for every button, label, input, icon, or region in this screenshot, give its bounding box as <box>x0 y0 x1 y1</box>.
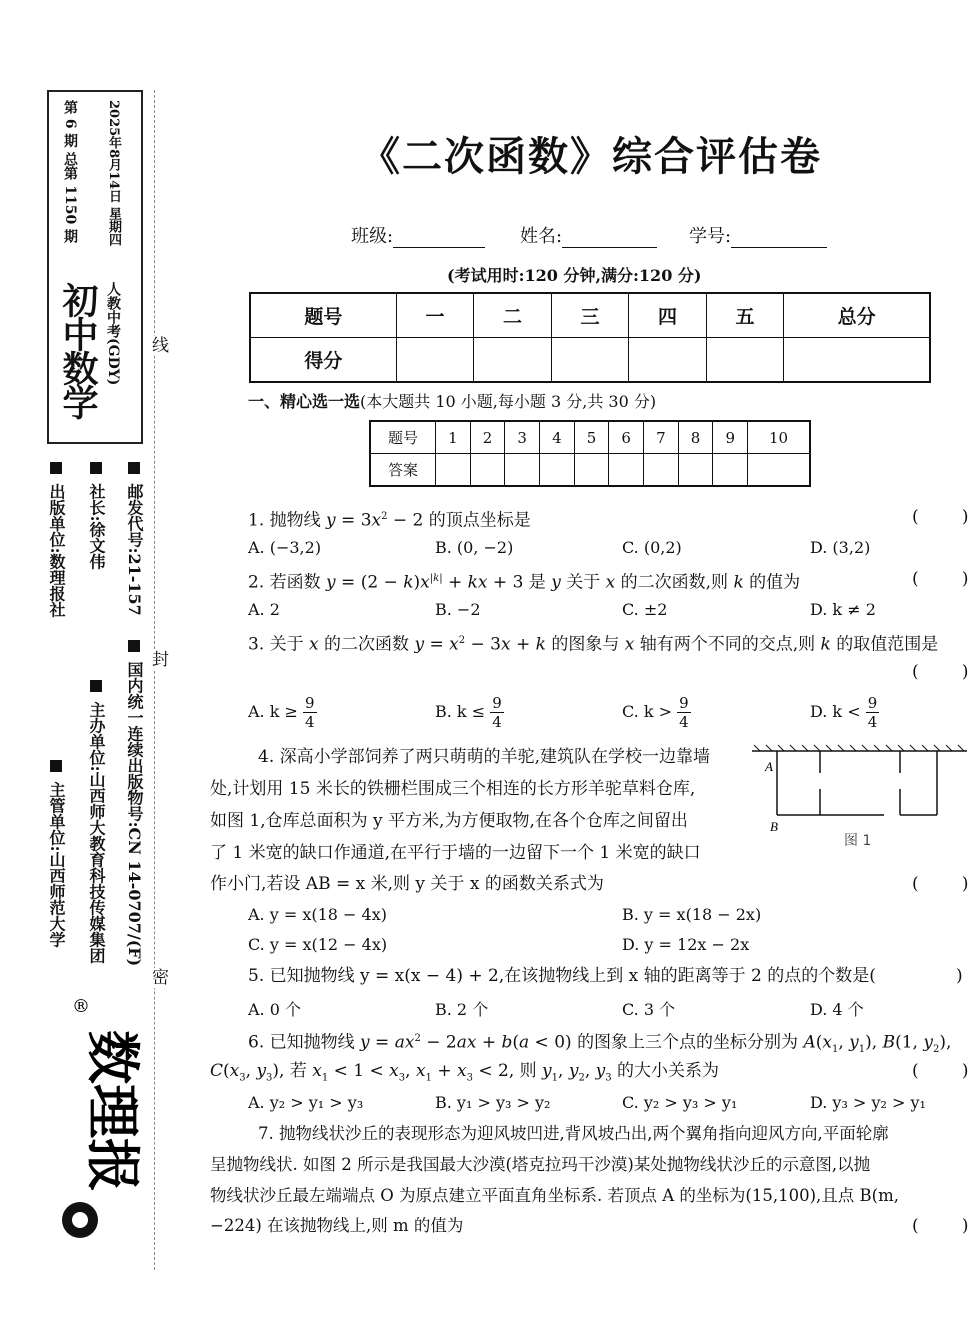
q6-option-c: C. y₂ > y₃ > y₁ <box>622 1093 738 1112</box>
president-line: 社长:徐文伟 <box>86 462 106 569</box>
name-field[interactable] <box>520 222 657 248</box>
score-header-row <box>250 293 930 338</box>
q3-option-a: A. k ≥ $\frac{9}{4}$ <box>248 694 315 731</box>
answer-cell[interactable] <box>436 454 471 487</box>
score-header-cell: 二 <box>474 293 552 338</box>
fig1-caption: 图 1 <box>844 833 872 849</box>
score-row-label: 得分 <box>250 338 396 383</box>
q6-option-a: A. y₂ > y₁ > y₃ <box>248 1093 364 1112</box>
question-6-line1: 6. 已知抛物线 $y = ax^2 - 2ax + b(a < 0)$ 的图象上三个点的坐标分别为 $A(x_1$, $y_1$), B(1, $y_2$), <box>248 1032 952 1056</box>
question-4-line: 了 1 米宽的缺口作通道,在平行于墙的一边留下一个 1 米宽的缺口 <box>210 843 701 863</box>
answer-number: 8 <box>678 421 713 454</box>
newspaper-title: 初中数学 <box>57 282 99 418</box>
fold-label-secret: 密 <box>152 968 169 988</box>
answer-number: 3 <box>505 421 540 454</box>
section1-heading <box>248 389 656 412</box>
answer-table <box>369 420 811 487</box>
q4-option-d: D. y = 12x − 2x <box>622 935 750 954</box>
q5-option-d: D. 4 个 <box>810 1000 864 1019</box>
sponsor-line: 主办单位:山西师大教育科技传媒集团 <box>86 680 106 963</box>
answer-paren: ( ) <box>912 1061 969 1081</box>
answer-cell[interactable] <box>609 454 644 487</box>
answer-cell[interactable] <box>574 454 609 487</box>
fig1-label-b: B <box>770 819 778 834</box>
answer-number: 2 <box>470 421 505 454</box>
question-1: 1. 抛物线 $y = 3x^2 - 2$ 的顶点坐标是 <box>248 510 531 531</box>
score-header-cell: 总分 <box>784 293 930 338</box>
question-7-line: 呈抛物线状. 如图 2 所示是我国最大沙漠(塔克拉玛干沙漠)某处抛物线状沙丘的示意图,以抛 <box>210 1155 871 1174</box>
newspaper-logo <box>46 990 145 1250</box>
answer-number: 6 <box>609 421 644 454</box>
exam-info: (考试用时:120 分钟,满分:120 分) <box>447 266 702 285</box>
question-7-line: 物线状沙丘最左端端点 O 为原点建立平面直角坐标系. 若顶点 A 的坐标为(15,100),且点 B(m, <box>210 1186 899 1205</box>
q2-option-d: D. k ≠ 2 <box>810 600 876 619</box>
question-3: 3. 关于 x 的二次函数 $y = x^2 - 3x + k$ 的图象与 x 轴有两个不同的交点,则 k 的取值范围是 <box>248 634 939 655</box>
answer-paren: ( ) <box>912 507 969 527</box>
q3-option-d: D. k < $\frac{9}{4}$ <box>810 694 878 731</box>
figure-1 <box>752 745 967 855</box>
question-6-line2: $C(x_3$, $y_3$), 若 $x_1 < 1 < x_3$, $x_1 + x_3 < 2$, 则 $y_1$, $y_2$, $y_3$ 的大小关系为 <box>210 1061 720 1084</box>
answer-cell[interactable] <box>505 454 540 487</box>
q1-option-a: A. (−3,2) <box>248 538 322 557</box>
class-label: 班级: <box>351 226 394 247</box>
question-4-line: 如图 1,仓库总面积为 y 平方米,为方便取物,在各个仓库之间留出 <box>210 811 688 831</box>
student-id-field[interactable] <box>689 222 827 248</box>
q4-option-b: B. y = x(18 − 2x) <box>622 905 762 924</box>
fold-line <box>154 90 155 1270</box>
score-cell[interactable] <box>551 338 629 383</box>
score-cell[interactable] <box>706 338 784 383</box>
score-cell[interactable] <box>784 338 930 383</box>
score-cell[interactable] <box>474 338 552 383</box>
answer-cell[interactable] <box>644 454 679 487</box>
question-7-line: 7. 抛物线状沙丘的表现形态为迎风坡凹进,背风坡凸出,两个翼角指向迎风方向,平面轮廓 <box>258 1124 889 1143</box>
q6-option-d: D. y₃ > y₂ > y₁ <box>810 1093 926 1112</box>
answer-cell[interactable] <box>470 454 505 487</box>
publisher-line: 出版单位:数理报社 <box>46 462 66 617</box>
answer-cell[interactable] <box>713 454 748 487</box>
fold-label-line: 线 <box>152 336 169 356</box>
answer-number: 5 <box>574 421 609 454</box>
score-header-cell: 三 <box>551 293 629 338</box>
answer-row-label: 题号 <box>370 421 436 454</box>
supervisor-line: 主管单位:山西师范大学 <box>46 760 66 947</box>
q5-option-b: B. 2 个 <box>435 1000 489 1019</box>
answer-number: 9 <box>713 421 748 454</box>
issue-number: 第 6 期 总第 1150 期 <box>62 100 78 244</box>
answer-number: 4 <box>540 421 575 454</box>
question-7-line: −224) 在该抛物线上,则 m 的值为 <box>210 1216 464 1235</box>
serial-number-line: 国内统一连续出版物号:CN 14-0707/(F) <box>124 640 144 966</box>
score-header-cell: 四 <box>629 293 707 338</box>
score-cell[interactable] <box>396 338 474 383</box>
q3-option-c: C. k > $\frac{9}{4}$ <box>622 694 689 731</box>
question-4-line: 4. 深高小学部饲养了两只萌萌的羊驼,建筑队在学校一边靠墙 <box>258 747 711 767</box>
q5-option-c: C. 3 个 <box>622 1000 676 1019</box>
page-title: 《二次函数》综合评估卷 <box>360 134 822 180</box>
answer-number: 7 <box>644 421 679 454</box>
answer-cell[interactable] <box>540 454 575 487</box>
answer-paren: ( ) <box>912 874 969 894</box>
q1-option-c: C. (0,2) <box>622 538 682 557</box>
answer-number: 1 <box>436 421 471 454</box>
newspaper-subtitle: 人教中考(GDY) <box>105 282 121 386</box>
q4-option-c: C. y = x(12 − 4x) <box>248 935 388 954</box>
q4-option-a: A. y = x(18 − 4x) <box>248 905 387 924</box>
score-row <box>250 338 930 383</box>
score-header-cell: 一 <box>396 293 474 338</box>
answer-paren-close: ) <box>956 966 963 986</box>
answer-paren: ( ) <box>912 1216 969 1236</box>
section1-title: 一、精心选一选 <box>248 392 361 411</box>
q2-option-b: B. −2 <box>435 600 481 619</box>
class-field[interactable] <box>351 222 485 248</box>
answer-paren: ( ) <box>912 662 969 682</box>
fig1-label-a: A <box>765 759 773 774</box>
score-header-cell: 五 <box>706 293 784 338</box>
question-5: 5. 已知抛物线 y = x(x − 4) + 2,在该抛物线上到 x 轴的距离等于 2 的点的个数是( <box>248 966 876 986</box>
q5-option-a: A. 0 个 <box>248 1000 301 1019</box>
issue-date: 2025年8月14日 星期四 <box>106 100 121 246</box>
student-id-label: 学号: <box>689 226 732 247</box>
question-2: 2. 若函数 $y = (2 - k)x^{|k|}$ + kx + 3 是 y 关于 x 的二次函数,则 k 的值为 <box>248 572 801 593</box>
question-4-line: 处,计划用 15 米长的铁栅栏围成三个相连的长方形羊驼草料仓库, <box>210 779 696 799</box>
answer-cell[interactable] <box>678 454 713 487</box>
answer-paren: ( ) <box>912 569 969 589</box>
logo-text: 数理报 <box>81 1030 145 1192</box>
question-4-line: 作小门,若设 AB = x 米,则 y 关于 x 的函数关系式为 <box>210 874 604 894</box>
score-cell[interactable] <box>629 338 707 383</box>
score-header-cell: 题号 <box>250 293 396 338</box>
q2-option-c: C. ±2 <box>622 600 668 619</box>
answer-number: 10 <box>748 421 810 454</box>
answer-cell[interactable] <box>748 454 810 487</box>
q6-option-b: B. y₁ > y₃ > y₂ <box>435 1093 551 1112</box>
name-label: 姓名: <box>520 226 563 247</box>
fold-label-seal: 封 <box>152 650 169 670</box>
q1-option-d: D. (3,2) <box>810 538 871 557</box>
q2-option-a: A. 2 <box>248 600 280 619</box>
q1-option-b: B. (0, −2) <box>435 538 514 557</box>
section1-note: (本大题共 10 小题,每小题 3 分,共 30 分) <box>360 392 657 411</box>
answer-row-label: 答案 <box>370 454 436 487</box>
postal-code-line: 邮发代号:21-157 <box>124 462 144 616</box>
q3-option-b: B. k ≤ $\frac{9}{4}$ <box>435 694 502 731</box>
score-table <box>249 292 931 383</box>
svg-text:®: ® <box>72 996 90 1017</box>
